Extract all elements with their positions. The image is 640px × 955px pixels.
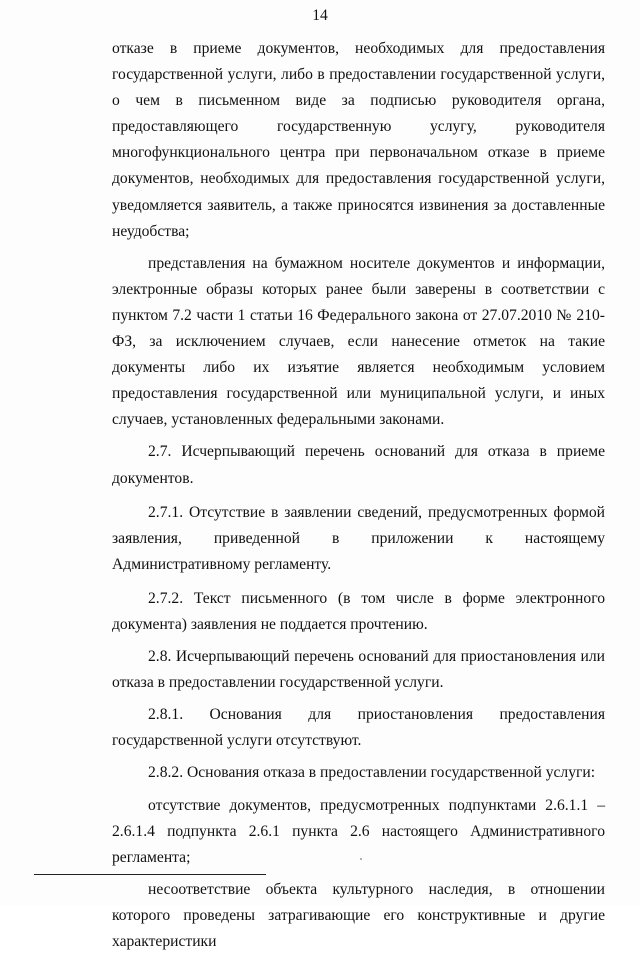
paragraph-2-8: 2.8. Исчерпывающий перечень оснований для приостановления или отказа в предоставлении государственной услуги. (112, 648, 605, 692)
paragraph-2-8-2: 2.8.2. Основания отказа в предоставлении государственной услуги: (148, 764, 596, 782)
paragraph-refusal-notice: отказе в приеме документов, необходимых для предоставления государственной услуги, либо в предоставлении государственной услуги, о чем в письменном виде за подписью руководителя органа, предоставляющего государственную услугу, руководителя многофункционального центра при первоначальном отказе в приеме документов, необходимых для предоставления государственной услуги, уведомляется заявитель, а также приносятся извинения за доставленные неудобства; (112, 40, 605, 240)
body-text (112, 36, 605, 955)
paragraph-2-7: 2.7. Исчерпывающий перечень оснований для отказа в приеме документов. (112, 443, 605, 487)
scan-speck (360, 858, 362, 860)
paragraph-missing-documents: отсутствие документов, предусмотренных подпунктами 2.6.1.1 – 2.6.1.4 подпункта 2.6.1 пункта 2.6 настоящего Административного регламента; (112, 796, 605, 866)
paragraph-2-7-2: 2.7.2. Текст письменного (в том числе в форме электронного документа) заявления не поддается прочтению. (112, 589, 605, 633)
paragraph-2-8-1: 2.8.1. Основания для приостановления предоставления государственной услуги отсутствуют. (112, 706, 605, 750)
footnote-divider (34, 874, 266, 875)
paragraph-heritage-object: несоответствие объекта культурного наследия, в отношении которого проведены затрагивающие его конструктивные и другие характеристики (112, 880, 605, 950)
page-number: 14 (312, 7, 328, 24)
paragraph-paper-documents: представления на бумажном носителе документов и информации, электронные образы которых ранее были заверены в соответствии с пунктом 7.2 части 1 статьи 16 Федерального закона от 27.07.2010 № 210-ФЗ, за исключением случаев, если нанесение отметок на такие документы либо их изъятие является необходимым условием предоставления государственной или муниципальной услуги, и иных случаев, установленных федеральными законами. (112, 254, 605, 429)
paragraph-2-7-1: 2.7.1. Отсутствие в заявлении сведений, предусмотренных формой заявления, приведенной в приложении к настоящему Административному регламенту. (112, 503, 605, 573)
